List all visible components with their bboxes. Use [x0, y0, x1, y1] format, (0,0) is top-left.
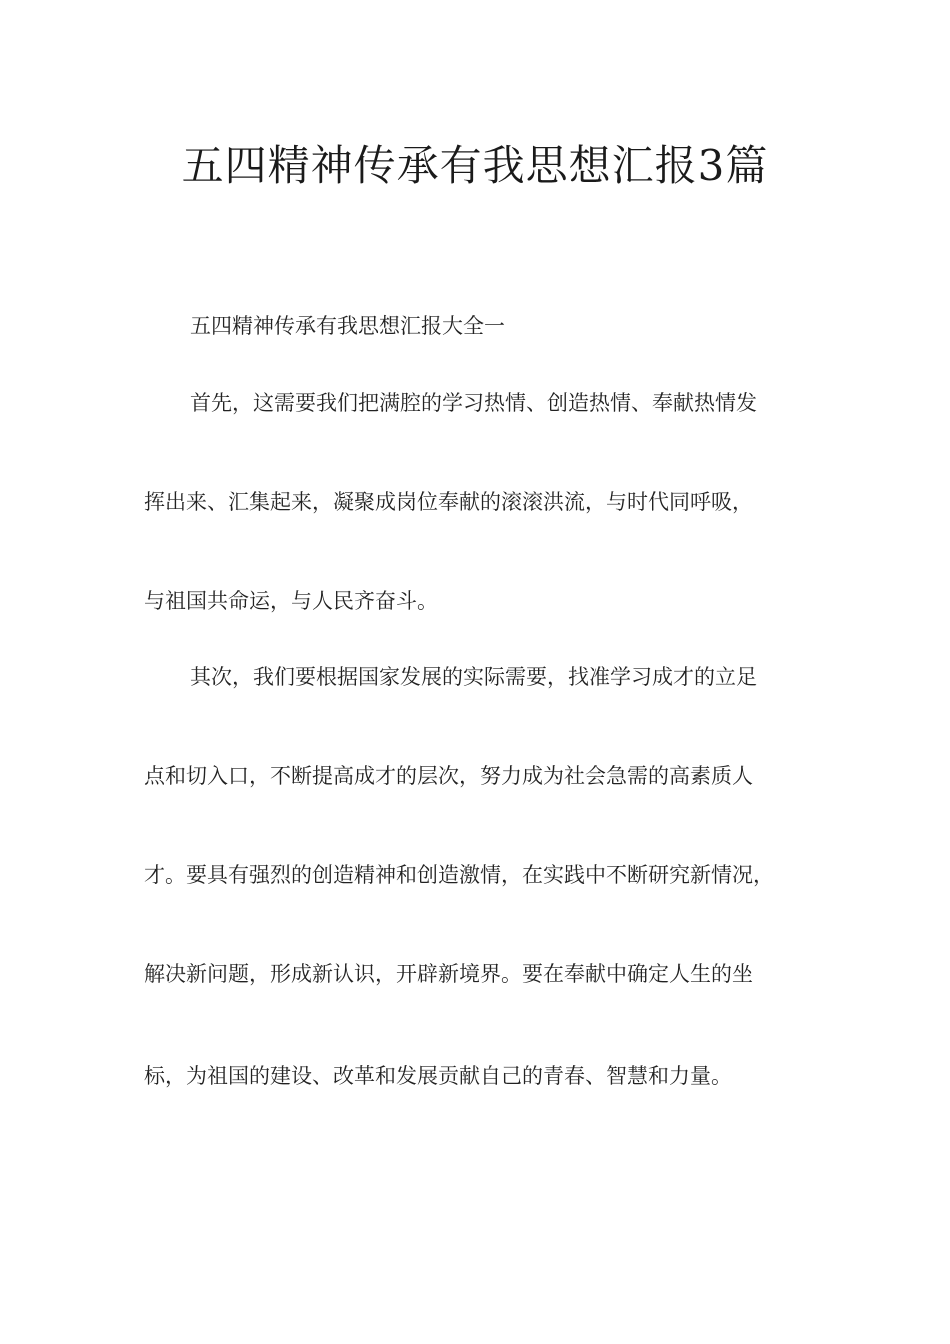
paragraph-line: 其次，我们要根据国家发展的实际需要，找准学习成才的立足 [190, 665, 757, 689]
paragraph-line: 点和切入口，不断提高成才的层次，努力成为社会急需的高素质人 [144, 764, 753, 788]
paragraph-line: 与祖国共命运，与人民齐奋斗。 [144, 589, 438, 613]
paragraph-line: 挥出来、汇集起来，凝聚成岗位奉献的滚滚洪流，与时代同呼吸， [144, 490, 753, 514]
document-title: 五四精神传承有我思想汇报3篇 [181, 141, 769, 190]
paragraph-line: 标，为祖国的建设、改革和发展贡献自己的青春、智慧和力量。 [144, 1064, 732, 1088]
section-heading: 五四精神传承有我思想汇报大全一 [190, 314, 505, 338]
paragraph-line: 首先，这需要我们把满腔的学习热情、创造热情、奉献热情发 [190, 391, 757, 415]
paragraph-line: 才。要具有强烈的创造精神和创造激情，在实践中不断研究新情况， [144, 863, 774, 887]
paragraph-line: 解决新问题，形成新认识，开辟新境界。要在奉献中确定人生的坐 [144, 962, 753, 986]
